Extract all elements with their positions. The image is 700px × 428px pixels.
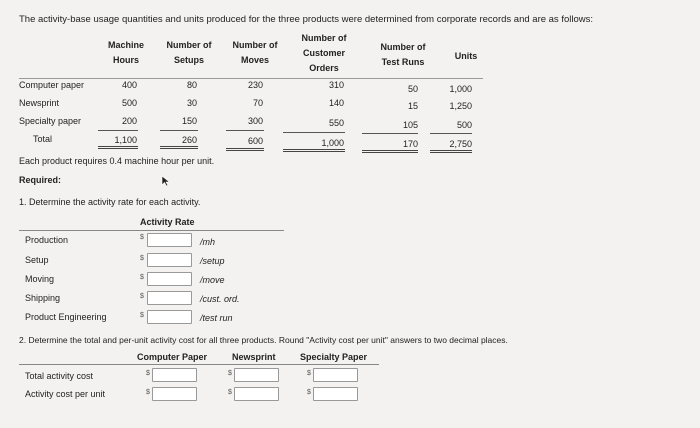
- total-double-rule: [226, 148, 264, 151]
- dollar-sign: $: [228, 389, 232, 396]
- q2-header-rule: [19, 364, 379, 365]
- dollar-sign: $: [140, 255, 144, 262]
- q2-header-computer-paper: Computer Paper: [137, 352, 208, 362]
- subtotal-rule: [226, 130, 264, 131]
- production-rate-input[interactable]: [147, 233, 192, 247]
- dollar-sign: $: [228, 370, 232, 377]
- row-label: Newsprint: [19, 98, 60, 108]
- row-label: Activity cost per unit: [25, 389, 106, 399]
- cell: 150: [181, 116, 197, 126]
- cell: 1,250: [449, 101, 472, 111]
- newsprint-cost-per-unit-input[interactable]: [234, 387, 279, 401]
- setup-rate-input[interactable]: [147, 253, 192, 267]
- q2-header-specialty-paper: Specialty Paper: [300, 352, 368, 362]
- cell: 550: [328, 118, 344, 128]
- dollar-sign: $: [307, 370, 311, 377]
- header-rule: [19, 78, 483, 79]
- computer-paper-total-cost-input[interactable]: [152, 368, 197, 382]
- subtotal-rule: [160, 130, 198, 131]
- q1-text: 1. Determine the activity rate for each activity.: [19, 197, 201, 207]
- note-text: Each product requires 0.4 machine hour per unit.: [19, 156, 215, 166]
- dollar-sign: $: [140, 293, 144, 300]
- dollar-sign: $: [140, 312, 144, 319]
- subtotal-rule: [362, 133, 418, 134]
- shipping-rate-input[interactable]: [147, 291, 192, 305]
- header-machine-hours: Machine Hours: [107, 40, 144, 65]
- q1-header-rule: [19, 230, 284, 231]
- row-label: Computer paper: [19, 80, 85, 90]
- dollar-sign: $: [146, 370, 150, 377]
- intro-text: The activity-base usage quantities and units produced for the three products were determined from corporate records and are as follows:: [19, 14, 594, 25]
- q2-header-newsprint: Newsprint: [232, 352, 276, 362]
- cell: 140: [328, 98, 344, 108]
- total-double-rule: [362, 150, 418, 153]
- cell: 30: [186, 98, 197, 108]
- header-moves: Number of Moves: [232, 40, 278, 65]
- header-customer-orders: Number of Customer Orders: [301, 33, 347, 73]
- cell: 70: [252, 98, 263, 108]
- cell: 15: [407, 101, 418, 111]
- header-test-runs: Number of Test Runs: [380, 42, 426, 67]
- cell: 300: [247, 116, 263, 126]
- dollar-sign: $: [140, 274, 144, 281]
- cell: 400: [121, 80, 137, 90]
- computer-paper-cost-per-unit-input[interactable]: [152, 387, 197, 401]
- cell: 200: [121, 116, 137, 126]
- dollar-sign: $: [140, 234, 144, 241]
- cell: 1,000: [449, 84, 472, 94]
- dollar-sign: $: [307, 389, 311, 396]
- moving-rate-input[interactable]: [147, 272, 192, 286]
- cursor-icon: [161, 175, 171, 187]
- row-label: Shipping: [25, 293, 61, 303]
- cell: 1,000: [321, 138, 344, 148]
- cell: 600: [247, 136, 263, 146]
- row-label: Setup: [25, 255, 49, 265]
- subtotal-rule: [98, 130, 138, 131]
- subtotal-rule: [430, 133, 472, 134]
- unit-label: /mh: [200, 237, 216, 247]
- cell: 2,750: [449, 139, 472, 149]
- required-label: Required:: [19, 175, 62, 185]
- cell: 50: [407, 84, 418, 94]
- specialty-paper-total-cost-input[interactable]: [313, 368, 358, 382]
- total-double-rule: [98, 146, 138, 149]
- row-label: Moving: [25, 274, 55, 284]
- specialty-paper-cost-per-unit-input[interactable]: [313, 387, 358, 401]
- q1-column-header: Activity Rate: [140, 217, 195, 227]
- q2-text: 2. Determine the total and per-unit activity cost for all three products. Round "Activity cost per unit" answers to two decimal places.: [19, 335, 508, 345]
- newsprint-total-cost-input[interactable]: [234, 368, 279, 382]
- subtotal-rule: [283, 132, 345, 133]
- unit-label: /setup: [200, 256, 225, 266]
- cell: 105: [402, 120, 418, 130]
- unit-label: /move: [200, 275, 225, 285]
- cell: 230: [247, 80, 263, 90]
- total-double-rule: [160, 146, 198, 149]
- row-label: Total: [33, 134, 53, 144]
- cell: 260: [181, 135, 197, 145]
- cell: 170: [402, 139, 418, 149]
- cell: 500: [121, 98, 137, 108]
- total-double-rule: [430, 150, 472, 153]
- header-setups: Number of Setups: [166, 40, 212, 65]
- row-label: Product Engineering: [25, 312, 107, 322]
- cell: 310: [328, 80, 344, 90]
- product-engineering-rate-input[interactable]: [147, 310, 192, 324]
- total-double-rule: [283, 149, 345, 152]
- dollar-sign: $: [146, 389, 150, 396]
- row-label: Production: [25, 235, 69, 245]
- unit-label: /cust. ord.: [200, 294, 240, 304]
- header-units: Units: [454, 51, 478, 61]
- row-label: Total activity cost: [25, 371, 94, 381]
- cell: 500: [456, 120, 472, 130]
- unit-label: /test run: [200, 313, 233, 323]
- cell: 1,100: [114, 135, 137, 145]
- row-label: Specialty paper: [19, 116, 82, 126]
- cell: 80: [186, 80, 197, 90]
